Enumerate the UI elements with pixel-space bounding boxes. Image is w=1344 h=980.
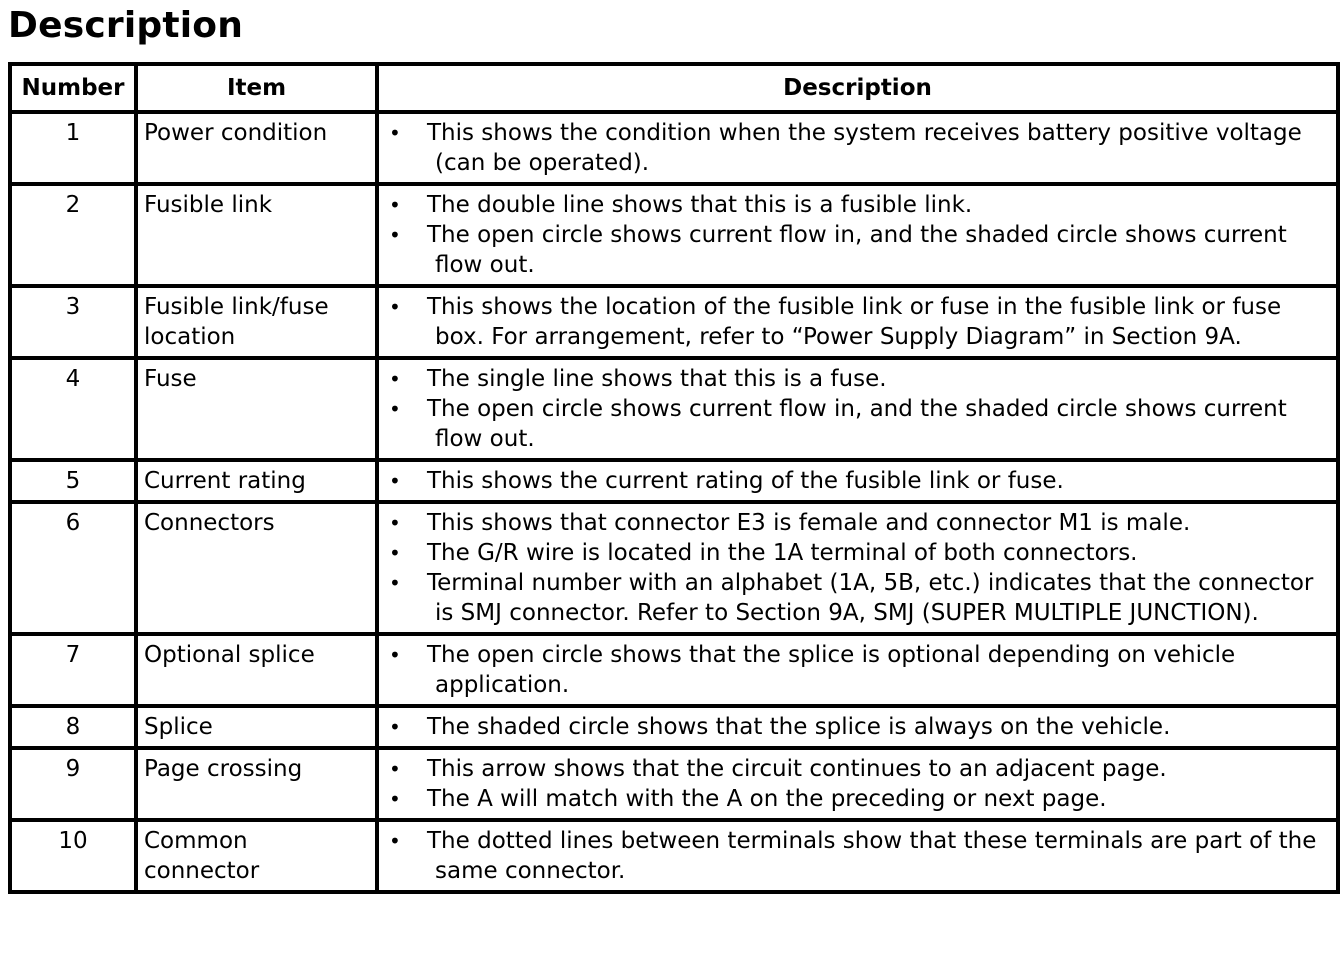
bullet-text: The G/R wire is located in the 1A terminal of both connectors. <box>427 540 1138 566</box>
header-number: Number <box>10 64 136 112</box>
bullet-text: The A will match with the A on the preceding or next page. <box>427 786 1107 812</box>
bullet-dot-icon: • <box>389 715 401 739</box>
table-row <box>10 112 1338 184</box>
header-description: Description <box>377 64 1338 112</box>
bullet-dot-icon: • <box>389 511 401 535</box>
row-item: Connectors <box>136 502 377 634</box>
row-number: 4 <box>10 358 136 460</box>
row-description <box>377 706 1338 748</box>
row-number: 3 <box>10 286 136 358</box>
bullet-list <box>385 640 1330 700</box>
bullet-dot-icon: • <box>389 121 401 145</box>
row-number: 6 <box>10 502 136 634</box>
bullet-text: This shows the location of the fusible link or fuse in the fusible link or fuse box. For arrangement, refer to “Power Supply Diagram” in Section 9A. <box>427 294 1282 350</box>
row-description <box>377 358 1338 460</box>
table-row <box>10 184 1338 286</box>
bullet-text: The dotted lines between terminals show that these terminals are part of the same connector. <box>427 828 1317 884</box>
bullet-list <box>385 712 1330 742</box>
row-item: Optional splice <box>136 634 377 706</box>
bullet-dot-icon: • <box>389 829 401 853</box>
row-number: 1 <box>10 112 136 184</box>
bullet-text: This shows the condition when the system receives battery positive voltage (can be operated). <box>427 120 1302 176</box>
bullet-dot-icon: • <box>389 223 401 247</box>
row-description <box>377 634 1338 706</box>
bullet-item <box>385 364 1330 394</box>
table-body <box>10 112 1338 892</box>
bullet-dot-icon: • <box>389 193 401 217</box>
header-item: Item <box>136 64 377 112</box>
bullet-list <box>385 190 1330 280</box>
bullet-item <box>385 292 1330 352</box>
bullet-dot-icon: • <box>389 643 401 667</box>
bullet-dot-icon: • <box>389 367 401 391</box>
bullet-text: Terminal number with an alphabet (1A, 5B, etc.) indicates that the connector is SMJ connector. Refer to Section 9A, SMJ (SUPER MULTIPLE JUNCTION). <box>427 570 1314 626</box>
bullet-item <box>385 784 1330 814</box>
row-number: 5 <box>10 460 136 502</box>
bullet-list <box>385 466 1330 496</box>
table-row <box>10 820 1338 892</box>
bullet-item <box>385 754 1330 784</box>
row-description <box>377 502 1338 634</box>
bullet-dot-icon: • <box>389 571 401 595</box>
bullet-text: This arrow shows that the circuit continues to an adjacent page. <box>427 756 1167 782</box>
bullet-item <box>385 220 1330 280</box>
row-item: Splice <box>136 706 377 748</box>
bullet-dot-icon: • <box>389 757 401 781</box>
page-title: Description <box>8 5 244 46</box>
table-row <box>10 358 1338 460</box>
table-row <box>10 460 1338 502</box>
row-number: 7 <box>10 634 136 706</box>
bullet-item <box>385 508 1330 538</box>
table-row <box>10 634 1338 706</box>
bullet-item <box>385 826 1330 886</box>
bullet-dot-icon: • <box>389 541 401 565</box>
row-description <box>377 112 1338 184</box>
bullet-dot-icon: • <box>389 787 401 811</box>
row-item: Page crossing <box>136 748 377 820</box>
table-row <box>10 502 1338 634</box>
row-item: Fusible link <box>136 184 377 286</box>
bullet-text: The double line shows that this is a fusible link. <box>427 192 973 218</box>
bullet-text: This shows that connector E3 is female and connector M1 is male. <box>427 510 1191 536</box>
bullet-item <box>385 190 1330 220</box>
description-table <box>8 62 1340 894</box>
bullet-dot-icon: • <box>389 469 401 493</box>
bullet-text: The open circle shows current flow in, and the shaded circle shows current flow out. <box>427 396 1287 452</box>
row-item: Current rating <box>136 460 377 502</box>
row-item: Fuse <box>136 358 377 460</box>
bullet-item <box>385 538 1330 568</box>
bullet-text: The open circle shows that the splice is optional depending on vehicle application. <box>427 642 1236 698</box>
table-row <box>10 286 1338 358</box>
row-number: 2 <box>10 184 136 286</box>
bullet-text: This shows the current rating of the fusible link or fuse. <box>427 468 1064 494</box>
row-description <box>377 460 1338 502</box>
bullet-item <box>385 712 1330 742</box>
row-description <box>377 820 1338 892</box>
row-item: Power condition <box>136 112 377 184</box>
table-row <box>10 748 1338 820</box>
bullet-list <box>385 754 1330 814</box>
row-item: Fusible link/fuse location <box>136 286 377 358</box>
bullet-item <box>385 568 1330 628</box>
bullet-dot-icon: • <box>389 295 401 319</box>
bullet-item <box>385 118 1330 178</box>
bullet-item <box>385 640 1330 700</box>
bullet-item <box>385 394 1330 454</box>
row-description <box>377 286 1338 358</box>
row-number: 8 <box>10 706 136 748</box>
bullet-item <box>385 466 1330 496</box>
bullet-list <box>385 118 1330 178</box>
row-description <box>377 748 1338 820</box>
bullet-list <box>385 292 1330 352</box>
bullet-list <box>385 364 1330 454</box>
bullet-list <box>385 508 1330 628</box>
bullet-text: The shaded circle shows that the splice is always on the vehicle. <box>427 714 1171 740</box>
bullet-list <box>385 826 1330 886</box>
bullet-dot-icon: • <box>389 397 401 421</box>
row-number: 9 <box>10 748 136 820</box>
row-number: 10 <box>10 820 136 892</box>
row-description <box>377 184 1338 286</box>
table-header-row <box>10 64 1338 112</box>
bullet-text: The open circle shows current flow in, and the shaded circle shows current flow out. <box>427 222 1287 278</box>
row-item: Common connector <box>136 820 377 892</box>
table-row <box>10 706 1338 748</box>
bullet-text: The single line shows that this is a fuse. <box>427 366 887 392</box>
